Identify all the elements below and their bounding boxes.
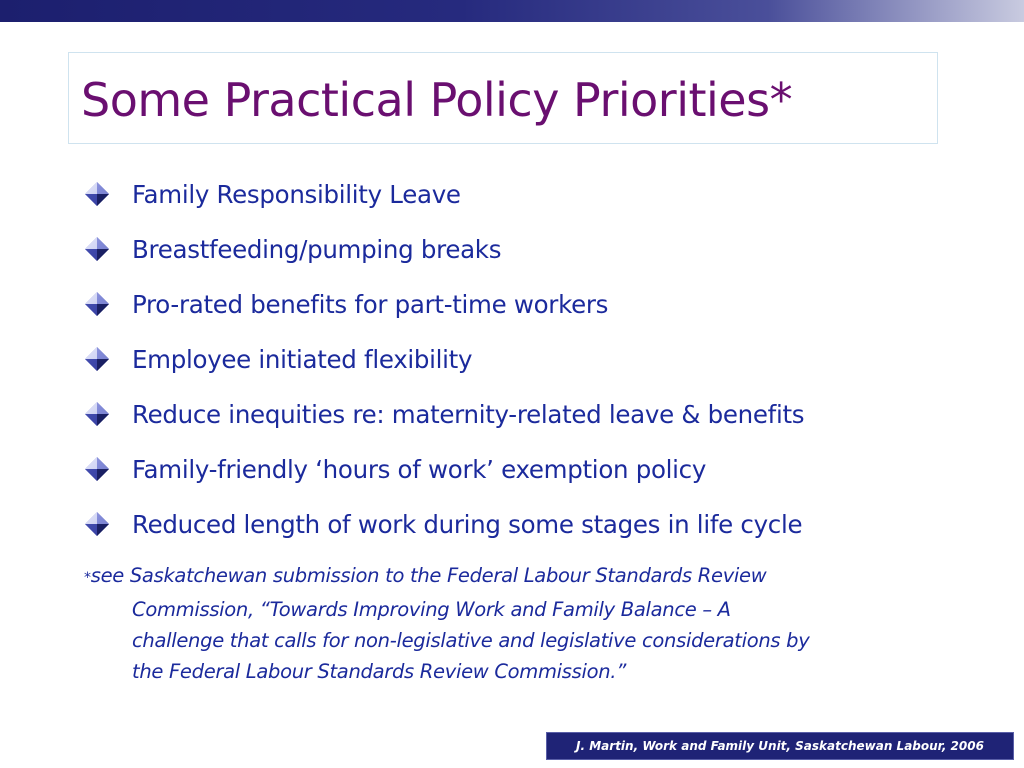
bullet-text: Reduced length of work during some stages in life cycle	[132, 509, 803, 539]
bullet-text: Reduce inequities re: maternity-related leave & benefits	[132, 399, 805, 429]
bullet-text: Family-friendly ‘hours of work’ exemption policy	[132, 454, 707, 484]
bullet-item	[82, 229, 501, 269]
footer-credit: J. Martin, Work and Family Unit, Saskatchewan Labour, 2006	[576, 739, 984, 753]
diamond-bullet-icon	[82, 509, 112, 539]
bullet-text: Family Responsibility Leave	[132, 179, 461, 209]
top-banner-bar	[0, 0, 1024, 22]
slide-title: Some Practical Policy Priorities*	[81, 73, 793, 127]
footnote-marker: *	[84, 570, 91, 586]
diamond-bullet-icon	[82, 234, 112, 264]
diamond-bullet-icon	[82, 399, 112, 429]
diamond-bullet-icon	[82, 179, 112, 209]
footnote-text: Commission, “Towards Improving Work and Family Balance – A	[132, 598, 731, 621]
footnote-text: the Federal Labour Standards Review Commission.”	[132, 660, 627, 683]
bullet-item	[82, 339, 472, 379]
bullet-item	[82, 504, 802, 544]
bullet-item	[82, 284, 608, 324]
footnote	[84, 560, 954, 687]
bullet-item	[82, 174, 461, 214]
footnote-text: see Saskatchewan submission to the Federal Labour Standards Review	[90, 564, 767, 587]
footer-bar	[546, 732, 1014, 760]
bullet-text: Pro-rated benefits for part-time workers	[132, 289, 609, 319]
diamond-bullet-icon	[82, 454, 112, 484]
diamond-bullet-icon	[82, 344, 112, 374]
footnote-line	[84, 560, 954, 594]
bullet-item	[82, 394, 804, 434]
footnote-text: challenge that calls for non-legislative and legislative considerations by	[132, 629, 810, 652]
diamond-bullet-icon	[82, 289, 112, 319]
bullet-item	[82, 449, 706, 489]
bullet-text: Breastfeeding/pumping breaks	[132, 234, 502, 264]
bullet-text: Employee initiated flexibility	[132, 344, 473, 374]
title-frame	[68, 52, 938, 144]
